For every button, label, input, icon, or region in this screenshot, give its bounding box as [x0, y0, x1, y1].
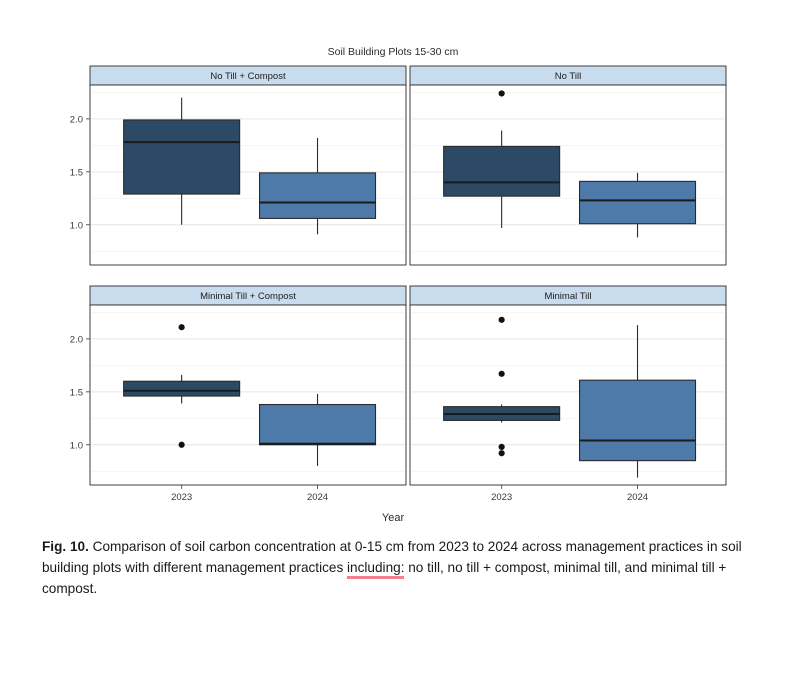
panel-strip-label: Minimal Till	[544, 291, 592, 302]
y-tick-label: 1.0	[69, 220, 83, 232]
figure-label: Fig. 10.	[42, 539, 89, 554]
x-tick-label: 2024	[306, 492, 329, 503]
x-axis-title: Year	[381, 512, 405, 524]
y-tick-label: 1.0	[69, 440, 83, 452]
caption-text-before: Comparison of soil carbon concentration at 0-15 cm from 2023 to 2024 across management practices in soil building plots with different management practices	[42, 539, 742, 576]
caption-flagged-word: including:	[347, 560, 404, 579]
panel-strip-label: No Till + Compost	[210, 71, 286, 82]
x-tick-label: 2023	[491, 492, 513, 503]
y-tick-label: 2.0	[69, 334, 83, 346]
y-tick-label: 1.5	[69, 167, 83, 179]
x-tick-label: 2023	[171, 492, 193, 503]
panel-strip-label: No Till	[554, 71, 582, 82]
caption-text-after: no till, no till + compost, minimal till, and minimal till + compost.	[42, 560, 727, 597]
figure-caption	[42, 536, 742, 599]
chart-title: Soil Building Plots 15-30 cm	[327, 46, 459, 58]
panel-strip-label: Minimal Till + Compost	[200, 291, 296, 302]
y-tick-label: 1.5	[69, 387, 83, 399]
x-tick-label: 2024	[626, 492, 649, 503]
y-tick-label: 2.0	[69, 114, 83, 126]
